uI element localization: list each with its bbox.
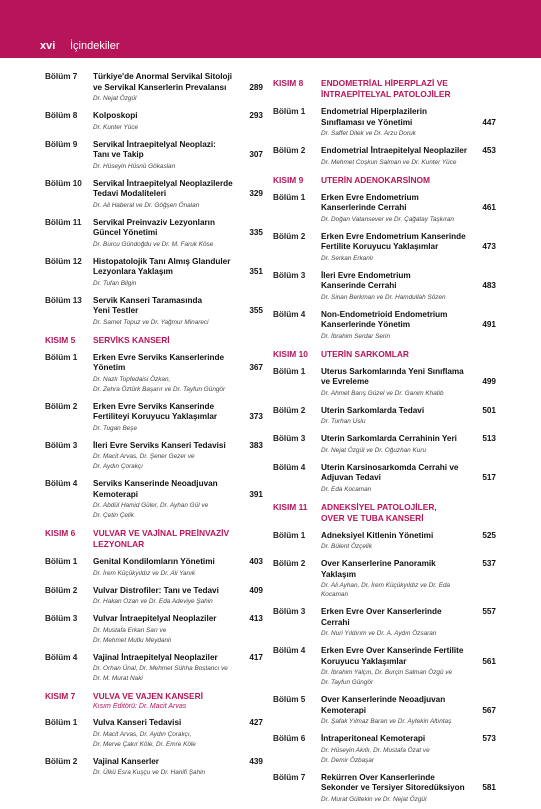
- chapter-title-line: Adneksiyel Kitlenin Yönetimi: [321, 530, 434, 540]
- toc-entry[interactable]: [45, 257, 263, 288]
- part-title: [321, 502, 496, 524]
- part-label: KISIM 7: [45, 691, 76, 701]
- chapter-body: [93, 557, 237, 578]
- page-number-ref: 409: [249, 585, 263, 595]
- toc-entry[interactable]: [45, 353, 263, 394]
- chapter-label: Bölüm 3: [273, 607, 306, 616]
- toc-entry[interactable]: [273, 531, 496, 552]
- chapter-title-line: Rekürren Over Kanserlerinde: [321, 772, 435, 782]
- part-label: KISIM 5: [45, 334, 76, 345]
- part-label: KISIM 6: [45, 528, 76, 538]
- chapter-label: Bölüm 13: [45, 295, 82, 305]
- toc-entry[interactable]: [273, 310, 496, 341]
- part-heading: [273, 175, 496, 186]
- chapter-authors-line: Dr. İrem Küçükyıldız ve Dr. Ali Yanık: [93, 569, 196, 577]
- part-heading: [273, 502, 496, 524]
- part-heading: [273, 349, 496, 360]
- toc-right-column: [273, 72, 496, 809]
- chapter-authors-line: Dr. Orhan Ünal, Dr. Mehmet Sühha Bostancı ve: [93, 665, 228, 672]
- chapter-body: [321, 310, 470, 341]
- part-title-line: İNTRAEPİTELYAL PATOLOJİLER: [321, 89, 451, 99]
- chapter-title-line: Yönetim: [93, 363, 126, 372]
- chapter-body: [321, 193, 470, 224]
- chapter-title-line: Servikal İntraepitelyal Neoplazi:: [93, 139, 216, 149]
- chapter-authors-line: Dr. Zehra Öztürk Başarır ve Dr. Tayfun Güngör: [93, 385, 226, 393]
- part-title: [93, 691, 263, 702]
- part-editor: Kısım Editörü: Dr. Macit Arvas: [93, 703, 187, 710]
- chapter-body: [321, 146, 470, 167]
- chapter-title-line: Erken Evre Serviks Kanserlerinde: [93, 352, 225, 362]
- toc-entry[interactable]: [45, 72, 263, 103]
- toc-entry[interactable]: [273, 367, 496, 398]
- chapter-authors-line: Dr. Macit Arvas, Dr. Aydın Çorakçı,: [93, 730, 192, 738]
- chapter-label: Bölüm 5: [273, 695, 306, 704]
- chapter-title-line: Sınıflaması ve Yönetimi: [321, 117, 413, 127]
- chapter-body: [93, 72, 237, 103]
- chapter-body: [93, 179, 237, 210]
- chapter-title-line: Fertilite Koruyucu Yaklaşımlar: [321, 242, 439, 251]
- page-number-ref: 537: [482, 559, 496, 568]
- chapter-authors-line: Dr. Mehmet Mutlu Meydanlı: [93, 636, 172, 644]
- toc-entry[interactable]: [273, 773, 496, 804]
- chapter-label: Bölüm 12: [45, 256, 82, 266]
- chapter-authors-line: Dr. Nejat Özgül: [93, 95, 137, 102]
- toc-entry[interactable]: [45, 402, 263, 433]
- chapter-title-line: Uterin Sarkomlarda Tedavi: [321, 405, 425, 415]
- part-heading: [45, 691, 263, 711]
- chapter-label: Bölüm 2: [273, 559, 306, 568]
- page-number-ref: 383: [249, 440, 263, 450]
- page-number: xvi: [40, 40, 56, 52]
- chapter-title-line: Adjuvan Tedavi: [321, 473, 381, 482]
- page-number-ref: 567: [482, 705, 496, 715]
- toc-entry[interactable]: [273, 607, 496, 638]
- chapter-label: Bölüm 3: [273, 270, 306, 280]
- chapter-body: [93, 718, 237, 749]
- chapter-authors-line: Dr. Tugan Beşe: [93, 424, 138, 432]
- chapter-label: Bölüm 3: [45, 440, 78, 450]
- part-title-line: ADNEKSİYEL PATOLOJİLER,: [321, 501, 437, 512]
- page-number-ref: 355: [249, 306, 263, 315]
- page-number-ref: 293: [249, 111, 263, 120]
- chapter-title-line: Over Kanserlerinde Neoadjuvan: [321, 695, 446, 704]
- chapter-body: [93, 653, 237, 684]
- chapter-authors-line: Dr. Abdül Hamid Güler, Dr. Ayhan Gül ve: [93, 502, 209, 509]
- chapter-title-line: İntraperitoneal Kemoterapi: [321, 734, 426, 743]
- chapter-authors-line: Dr. Nuri Yıldırım ve Dr. A. Aydın Özsaran: [321, 630, 437, 637]
- toc-entry[interactable]: [45, 441, 263, 472]
- chapter-label: Bölüm 1: [273, 366, 306, 376]
- chapter-label: Bölüm 4: [273, 646, 306, 655]
- chapter-body: [321, 531, 470, 552]
- page-number-ref: 499: [482, 377, 496, 386]
- page-number-ref: 373: [249, 412, 263, 421]
- chapter-body: [93, 353, 237, 394]
- chapter-body: [321, 559, 470, 599]
- chapter-body: [321, 695, 470, 726]
- chapter-title-line: Fertiliteyi Koruyucu Yaklaşımlar: [93, 412, 218, 421]
- chapter-title-line: Endometrial Hiperplazilerin: [321, 107, 428, 116]
- chapter-title-line: Serviks Kanserinde Neoadjuvan: [93, 479, 218, 488]
- chapter-body: [321, 271, 470, 302]
- chapter-authors-line: Dr. Çetin Çelik: [93, 512, 134, 519]
- page-number-ref: 573: [482, 734, 496, 743]
- chapter-authors-line: Dr. Kunter Yüce: [93, 123, 139, 131]
- chapter-authors-line: Dr. Tufan Bilgin: [93, 279, 137, 287]
- chapter-body: [93, 757, 237, 778]
- toc-entry[interactable]: [273, 232, 496, 263]
- chapter-title-line: Kanserinde Cerrahi: [321, 281, 397, 290]
- chapter-body: [321, 434, 470, 455]
- chapter-body: [93, 140, 237, 171]
- chapter-title-line: Vajinal Kanserler: [93, 756, 159, 766]
- toc-entry[interactable]: [273, 271, 496, 302]
- toc-entry[interactable]: [45, 111, 263, 132]
- page-number-ref: 491: [482, 320, 496, 329]
- page-number-ref: 561: [482, 656, 496, 666]
- page-number-ref: 307: [249, 150, 263, 159]
- page-number-ref: 513: [482, 434, 496, 443]
- page-number-ref: 417: [249, 652, 263, 662]
- toc-entry[interactable]: [273, 695, 496, 726]
- chapter-authors-line: Dr. Nazlı Topfedaisi Özkan,: [93, 375, 171, 383]
- chapter-title-line: Over Kanserlerine Panoramik Yaklaşım: [321, 559, 436, 579]
- part-title-line: VULVAR VE VAJİNAL PREİNVAZİV: [93, 528, 230, 538]
- part-label: KISIM 10: [273, 348, 308, 359]
- toc-entry[interactable]: [45, 296, 263, 327]
- section-title: İçindekiler: [70, 40, 120, 52]
- chapter-label: Bölüm 8: [45, 111, 78, 120]
- chapter-label: Bölüm 4: [45, 479, 78, 488]
- chapter-body: [93, 296, 237, 327]
- chapter-label: Bölüm 2: [273, 405, 306, 415]
- toc-entry[interactable]: [45, 757, 263, 778]
- chapter-body: [93, 402, 237, 433]
- chapter-title-line: Tedavi Modaliteleri: [93, 189, 167, 198]
- part-title-line: OVER VE TUBA KANSERİ: [321, 512, 424, 523]
- chapter-label: Bölüm 10: [45, 178, 82, 188]
- chapter-body: [321, 463, 470, 494]
- chapter-body: [321, 773, 470, 804]
- chapter-label: Bölüm 1: [273, 107, 306, 116]
- chapter-body: [321, 367, 470, 398]
- part-title-line: ENDOMETRİAL HİPERPLAZİ VE: [321, 78, 448, 88]
- chapter-title-line: Vulva Kanseri Tedavisi: [93, 718, 182, 727]
- part-title-line: VULVA VE VAJEN KANSERİ: [93, 691, 203, 701]
- chapter-body: [93, 441, 237, 472]
- part-label: KISIM 9: [273, 174, 304, 185]
- part-heading: [45, 335, 263, 346]
- page-number-ref: 439: [249, 756, 263, 766]
- chapter-body: [93, 586, 237, 607]
- chapter-authors-line: Dr. Merve Çakır Köle, Dr. Emre Köle: [93, 740, 196, 748]
- chapter-title-line: Kemoterapi: [321, 705, 367, 715]
- chapter-authors-line: Dr. Mustafa Erkan Sarı ve: [93, 626, 167, 634]
- part-title-line: UTERİN ADENOKARSİNOM: [321, 174, 431, 185]
- chapter-label: Bölüm 4: [273, 309, 306, 319]
- chapter-title-line: Servikal İntraepitelyal Neoplazilerde: [93, 178, 233, 188]
- chapter-label: Bölüm 1: [273, 530, 306, 540]
- toc-entry[interactable]: [45, 140, 263, 171]
- chapter-label: Bölüm 7: [45, 72, 78, 81]
- page-number-ref: 483: [482, 281, 496, 290]
- page-number-ref: 557: [482, 607, 496, 616]
- chapter-label: Bölüm 9: [45, 139, 78, 149]
- part-title: [321, 78, 496, 100]
- part-title: [93, 335, 263, 346]
- chapter-authors-line: Dr. Ülkü Esra Kuşçu ve Dr. Hanifi Şahin: [93, 769, 206, 776]
- chapter-authors-line: Dr. Burcu Gündoğdu ve Dr. M. Faruk Köse: [93, 240, 214, 248]
- chapter-title-line: Uterus Sarkomlarında Yeni Sınıflama: [321, 366, 464, 376]
- chapter-label: Bölüm 1: [45, 557, 78, 566]
- toc-entry[interactable]: [273, 559, 496, 599]
- part-title: [321, 175, 496, 186]
- toc-entry[interactable]: [45, 479, 263, 520]
- chapter-body: [93, 614, 237, 645]
- chapter-body: [321, 107, 470, 138]
- page-number-ref: 335: [249, 228, 263, 237]
- toc-entry[interactable]: [45, 557, 263, 578]
- chapter-title-line: Uterin Karsinosarkomda Cerrahi ve: [321, 462, 459, 472]
- chapter-authors-line: Dr. İbrahim Yalçın, Dr. Burçin Salman Özgü ve: [321, 669, 453, 676]
- chapter-body: [321, 406, 470, 427]
- page-number-ref: 367: [249, 363, 263, 372]
- chapter-title-line: Yeni Testler: [93, 306, 139, 315]
- chapter-title-line: Lezyonlara Yaklaşım: [93, 267, 173, 276]
- chapter-label: Bölüm 1: [45, 718, 78, 727]
- chapter-authors-line: Dr. Saffet Dilek ve Dr. Arzu Doruk: [321, 130, 416, 137]
- chapter-authors-line: Dr. Serkan Erkanlı: [321, 254, 373, 262]
- chapter-authors-line: Dr. Tayfun Güngör: [321, 679, 374, 686]
- toc-entry[interactable]: [273, 463, 496, 494]
- chapter-authors-line: Dr. Hüseyin Akıllı, Dr. Mustafa Özat ve: [321, 746, 430, 754]
- chapter-title-line: ve Evreleme: [321, 377, 369, 386]
- toc-entry[interactable]: [45, 218, 263, 249]
- chapter-body: [321, 646, 470, 687]
- chapter-title-line: Non-Endometrioid Endometrium: [321, 309, 448, 319]
- chapter-label: Bölüm 11: [45, 217, 82, 227]
- chapter-title-line: Servikal Preinvaziv Lezyonların: [93, 217, 215, 227]
- chapter-title-line: Kemoterapi: [93, 489, 139, 499]
- page-number-ref: 403: [249, 557, 263, 566]
- chapter-title-line: Erken Evre Endometrium Kanserinde: [321, 231, 466, 241]
- chapter-title-line: ve Servikal Kanserlerin Prevalansı: [93, 82, 227, 92]
- chapter-authors-line: Dr. Hüseyin Hüsnü Gökaslan: [93, 162, 176, 170]
- part-title-line: UTERİN SARKOMLAR: [321, 348, 409, 359]
- chapter-label: Bölüm 2: [273, 231, 306, 241]
- page-number-ref: 461: [482, 203, 496, 212]
- chapter-title-line: İleri Evre Endometrium: [321, 270, 411, 280]
- part-title: [321, 349, 496, 360]
- part-heading: [45, 528, 263, 550]
- chapter-authors-line: Dr. Nejat Özgül ve Dr. Oğuzhan Kuru: [321, 446, 427, 454]
- chapter-title-line: Sekonder ve Tersiyer Sitoredüksiyon: [321, 783, 465, 792]
- chapter-authors-line: Dr. Sinan Berkman ve Dr. Hamdullah Sözen: [321, 293, 446, 301]
- chapter-label: Bölüm 3: [45, 614, 78, 623]
- chapter-title-line: Uterin Sarkomlarda Cerrahinin Yeri: [321, 434, 457, 443]
- chapter-title-line: Endometrial İntraepitelyal Neoplaziler: [321, 146, 468, 155]
- chapter-title-line: Vulvar İntraepitelyal Neoplaziler: [93, 614, 217, 623]
- chapter-authors-line: Dr. Ahmet Barış Güzel ve Dr. Ganim Khatib: [321, 389, 444, 397]
- part-label: KISIM 8: [273, 78, 304, 88]
- chapter-title-line: Histopatolojik Tanı Almış Glanduler: [93, 256, 231, 266]
- chapter-authors-line: Dr. Macit Arvas, Dr. Şener Gezer ve: [93, 453, 195, 460]
- chapter-label: Bölüm 4: [45, 652, 78, 662]
- toc-entry[interactable]: [273, 193, 496, 224]
- chapter-title-line: Vulvar Distrofiler: Tanı ve Tedavi: [93, 585, 219, 595]
- chapter-title-line: Güncel Yönetimi: [93, 228, 158, 237]
- chapter-title-line: Erken Evre Over Kanserinde Fertilite: [321, 646, 464, 655]
- part-title-line: LEZYONLAR: [93, 539, 145, 549]
- page-number-ref: 473: [482, 242, 496, 251]
- chapter-title-line: Genital Kondilomların Yönetimi: [93, 557, 215, 566]
- page-number-ref: 525: [482, 530, 496, 540]
- chapter-body: [321, 232, 470, 263]
- chapter-label: Bölüm 2: [45, 585, 78, 595]
- toc-entry[interactable]: [273, 406, 496, 427]
- chapter-authors-line: Dr. Turhan Uslu: [321, 418, 366, 425]
- chapter-label: Bölüm 2: [45, 756, 78, 766]
- chapter-label: Bölüm 6: [273, 734, 306, 743]
- chapter-body: [93, 218, 237, 249]
- toc-entry[interactable]: [273, 107, 496, 138]
- chapter-title-line: Servik Kanseri Taramasında: [93, 295, 203, 305]
- chapter-title-line: Türkiye'de Anormal Servikal Sitoloji: [93, 72, 233, 81]
- page-number-ref: 517: [482, 473, 496, 482]
- chapter-title-line: Koruyucu Yaklaşımlar: [321, 656, 407, 666]
- chapter-body: [321, 607, 470, 638]
- chapter-title-line: Vajinal İntraepitelyal Neoplaziler: [93, 652, 218, 662]
- chapter-authors-line: Dr. Ali Ayhan, Dr. İrem Küçükyıldız ve Dr. Eda Kocaman: [321, 582, 451, 598]
- chapter-authors-line: Dr. Bülent Özçelik: [321, 543, 372, 550]
- chapter-title-line: Erken Evre Serviks Kanserinde: [93, 401, 215, 411]
- chapter-label: Bölüm 1: [45, 352, 78, 362]
- toc-entry[interactable]: [273, 434, 496, 455]
- chapter-label: Bölüm 2: [45, 401, 78, 411]
- page-number-ref: 427: [249, 718, 263, 727]
- toc-entry[interactable]: [45, 179, 263, 210]
- chapter-authors-line: Dr. Samet Topuz ve Dr. Yağmur Minareci: [93, 318, 209, 326]
- toc-entry[interactable]: [45, 653, 263, 684]
- page-number-ref: 351: [249, 267, 263, 276]
- chapter-authors-line: Dr. İbrahim Serdar Serin: [321, 332, 391, 340]
- toc-entry[interactable]: [45, 614, 263, 645]
- toc-left-column: [45, 72, 263, 785]
- chapter-title-line: Erken Evre Endometrium: [321, 192, 419, 202]
- toc-entry[interactable]: [273, 146, 496, 167]
- chapter-label: Bölüm 3: [273, 434, 306, 443]
- chapter-authors-line: Dr. Murat Gültekin ve Dr. Nejat Özgül: [321, 795, 427, 803]
- chapter-title-line: Kanserlerinde Cerrahi: [321, 203, 407, 212]
- part-label: KISIM 11: [273, 501, 308, 512]
- page-number-ref: 447: [482, 117, 496, 127]
- page-number-ref: 413: [249, 614, 263, 623]
- chapter-body: [93, 111, 237, 132]
- chapter-authors-line: Dr. Ali Haberal ve Dr. Göğşen Önalan: [93, 201, 200, 209]
- chapter-authors-line: Dr. Mehmet Coşkun Salman ve Dr. Kunter Yüce: [321, 158, 457, 166]
- chapter-label: Bölüm 1: [273, 192, 306, 202]
- chapter-body: [93, 479, 237, 520]
- chapter-title-line: Tanı ve Takip: [93, 150, 144, 159]
- chapter-authors-line: Dr. Aydın Çorakçı: [93, 463, 143, 470]
- part-title: [93, 528, 263, 550]
- chapter-authors-line: Dr. Demir Özbaşar: [321, 756, 375, 764]
- chapter-title-line: İleri Evre Serviks Kanseri Tedavisi: [93, 440, 226, 450]
- page-number-ref: 501: [482, 405, 496, 415]
- part-heading: [273, 78, 496, 100]
- chapter-body: [93, 257, 237, 288]
- page-number-ref: 329: [249, 189, 263, 198]
- chapter-title-line: Kanserlerinde Yönetim: [321, 320, 411, 329]
- toc-entry[interactable]: [45, 718, 263, 749]
- part-title-line: SERVİKS KANSERİ: [93, 334, 170, 345]
- chapter-label: Bölüm 4: [273, 462, 306, 472]
- header-bar: [0, 0, 541, 58]
- toc-entry[interactable]: [273, 646, 496, 687]
- chapter-label: Bölüm 2: [273, 146, 306, 155]
- page-number-ref: 391: [249, 489, 263, 499]
- chapter-authors-line: Dr. Doğan Vatansever ve Dr. Çağatay Taşkıran: [321, 215, 454, 223]
- chapter-authors-line: Dr. Şafak Yılmaz Baran ve Dr. Aytekin Altıntaş: [321, 718, 452, 725]
- page-number-ref: 581: [482, 783, 496, 792]
- toc-entry[interactable]: [273, 734, 496, 765]
- chapter-authors-line: Dr. Eda Kocaman: [321, 485, 372, 493]
- chapter-body: [321, 734, 470, 765]
- chapter-authors-line: Dr. Hakan Ozan ve Dr. Eda Adeviye Şahin: [93, 598, 213, 605]
- toc-entry[interactable]: [45, 586, 263, 607]
- page-number-ref: 289: [249, 82, 263, 92]
- chapter-title-line: Erken Evre Over Kanserlerinde Cerrahi: [321, 607, 442, 627]
- page-number-ref: 453: [482, 146, 496, 155]
- chapter-label: Bölüm 7: [273, 772, 306, 782]
- chapter-authors-line: Dr. M. Murat Naki: [93, 675, 143, 682]
- chapter-title-line: Kolposkopi: [93, 111, 138, 120]
